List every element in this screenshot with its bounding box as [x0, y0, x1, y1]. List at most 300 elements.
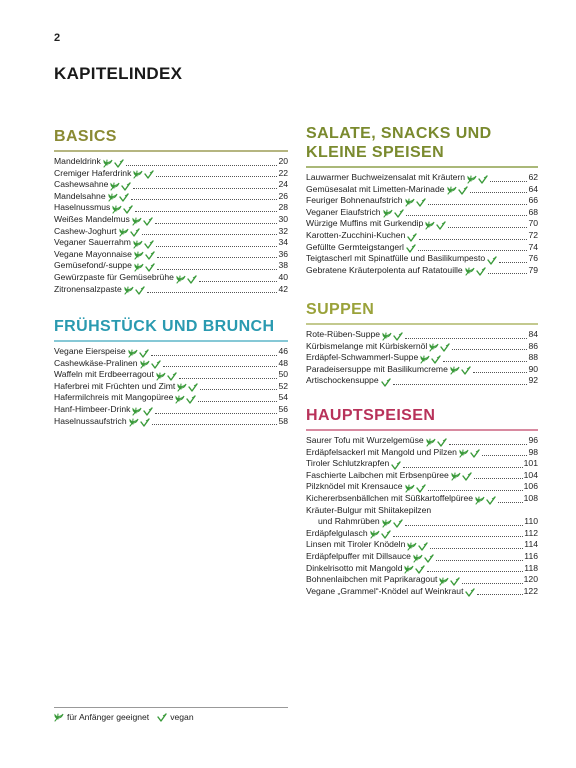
entry-icons	[175, 395, 197, 404]
leaf-sprout-icon	[383, 209, 393, 218]
check-leaf-icon	[123, 205, 133, 214]
entry-page-number: 116	[524, 550, 538, 561]
dot-leader	[152, 424, 278, 425]
entry-page-number: 32	[278, 225, 288, 236]
entry-icons	[156, 372, 178, 381]
dot-leader	[482, 455, 527, 456]
check-leaf-icon	[470, 449, 480, 458]
entry-title: Vegane Eierspeise	[54, 346, 126, 356]
check-leaf-icon	[431, 355, 441, 364]
dot-leader	[406, 215, 528, 216]
entry-title: Saurer Tofu mit Wurzelgemüse	[306, 435, 424, 445]
dot-leader	[393, 384, 528, 385]
check-leaf-icon	[143, 217, 153, 226]
dot-leader	[488, 273, 528, 274]
check-leaf-icon	[119, 193, 129, 202]
index-entry	[306, 253, 538, 265]
check-leaf-icon	[458, 186, 468, 195]
entry-icons	[405, 484, 427, 493]
entry-title: Faschierte Laibchen mit Erbsenpüree	[306, 469, 449, 480]
entry-icons	[110, 182, 132, 191]
entry-icons	[413, 554, 435, 563]
entry-title: Kürbismelange mit Kürbiskernöl	[306, 340, 428, 351]
index-entry	[54, 416, 288, 428]
check-leaf-icon	[140, 418, 150, 427]
leaf-sprout-icon	[439, 577, 449, 586]
dot-leader	[131, 199, 278, 200]
index-entry	[54, 358, 288, 370]
entry-title: Artischockensuppe	[306, 375, 379, 386]
check-leaf-icon	[157, 713, 167, 722]
leaf-sprout-icon	[175, 395, 185, 404]
section-salate	[306, 124, 538, 276]
section-fruehstueck	[54, 317, 288, 427]
entry-list-fruehstueck	[54, 346, 288, 427]
entry-title: Gebratene Kräuterpolenta auf Ratatouille	[306, 264, 463, 275]
dot-leader	[156, 246, 278, 247]
check-leaf-icon	[407, 233, 417, 242]
index-entry	[306, 528, 538, 540]
index-entry	[54, 249, 288, 261]
entry-icons	[439, 577, 461, 586]
entry-page-number: 106	[523, 481, 538, 492]
entry-page-number: 26	[278, 190, 288, 201]
entry-title: Cashewsahne	[54, 179, 109, 190]
check-leaf-icon	[381, 378, 391, 387]
section-basics	[54, 127, 288, 295]
entry-page-number: 92	[528, 375, 538, 386]
entry-list-suppen	[306, 329, 538, 387]
entry-title: Mandeldrink	[54, 156, 101, 166]
index-entry	[306, 493, 538, 505]
entry-icons	[177, 383, 199, 392]
entry-page-number: 54	[278, 392, 288, 403]
index-entry	[54, 272, 288, 284]
entry-page-number: 86	[528, 340, 538, 351]
entry-page-number: 46	[278, 346, 288, 356]
check-leaf-icon	[461, 366, 471, 375]
entry-icons	[429, 343, 451, 352]
dot-leader	[142, 234, 278, 235]
section-suppen	[306, 300, 538, 387]
entry-title: Karotten-Zucchini-Kuchen	[306, 229, 406, 240]
entry-icons	[119, 228, 141, 237]
entry-page-number: 79	[528, 264, 538, 275]
index-entry	[54, 156, 288, 168]
entry-page-number: 20	[278, 156, 288, 166]
leaf-sprout-icon	[177, 383, 187, 392]
entry-icons	[465, 267, 487, 276]
entry-title: Gemüsesalat mit Limetten-Marinade	[306, 183, 445, 194]
index-entry	[306, 516, 538, 528]
dot-leader	[418, 250, 528, 251]
dot-leader	[133, 188, 277, 189]
entry-page-number: 118	[524, 562, 538, 573]
entry-title: Erdäpfel-Schwammerl-Suppe	[306, 352, 419, 363]
leaf-sprout-icon	[129, 418, 139, 427]
entry-title: Pilzknödel mit Krensauce	[306, 481, 403, 492]
entry-title: Hafermilchreis mit Mangopüree	[54, 392, 174, 403]
entry-icons	[132, 217, 154, 226]
index-entry	[306, 230, 538, 242]
entry-list-salate	[306, 172, 538, 276]
legend-vegan-label: vegan	[170, 712, 194, 722]
check-leaf-icon	[135, 286, 145, 295]
index-entry	[306, 574, 538, 586]
index-entry	[306, 352, 538, 364]
entry-page-number: 98	[528, 446, 538, 457]
entry-icons	[487, 256, 498, 265]
check-leaf-icon	[144, 240, 154, 249]
index-entry	[54, 191, 288, 203]
index-entry	[54, 284, 288, 296]
entry-page-number: 38	[278, 260, 288, 271]
entry-page-number: 62	[528, 172, 538, 182]
section-title-fruehstueck: FRÜHSTÜCK UND BRUNCH	[54, 317, 288, 342]
index-entry	[306, 184, 538, 196]
entry-page-number: 108	[523, 492, 538, 503]
dot-leader	[393, 536, 524, 537]
leaf-sprout-icon	[429, 343, 439, 352]
dot-leader	[198, 401, 277, 402]
index-entry	[306, 481, 538, 493]
dot-leader	[449, 444, 528, 445]
entry-icons	[140, 360, 162, 369]
dot-leader	[448, 227, 527, 228]
leaf-sprout-icon	[140, 360, 150, 369]
section-title-salate-line1: SALATE, SNACKS UND	[306, 125, 492, 142]
dot-leader	[419, 239, 527, 240]
entry-title: Gewürzpaste für Gemüsebrühe	[54, 271, 174, 282]
entry-icons	[405, 198, 427, 207]
leaf-sprout-icon	[134, 251, 144, 260]
entry-title: und Rahmrüben	[318, 516, 380, 527]
leaf-sprout-icon	[459, 449, 469, 458]
check-leaf-icon	[436, 221, 446, 230]
entry-icons	[451, 472, 473, 481]
entry-title: Weißes Mandelmus	[54, 213, 130, 224]
index-entry	[54, 226, 288, 238]
leaf-sprout-icon	[405, 198, 415, 207]
section-title-hauptspeisen: HAUPTSPEISEN	[306, 406, 538, 431]
check-leaf-icon	[406, 244, 416, 253]
leaf-sprout-icon	[420, 355, 430, 364]
entry-page-number: 42	[278, 283, 288, 294]
leaf-sprout-icon	[382, 519, 392, 528]
entry-icons	[124, 286, 146, 295]
entry-page-number: 70	[528, 218, 538, 229]
entry-page-number: 22	[278, 167, 288, 178]
entry-title: Linsen mit Tiroler Knödeln	[306, 539, 406, 550]
leaf-sprout-icon	[108, 193, 118, 202]
entry-title: Cashew-Joghurt	[54, 225, 117, 236]
check-leaf-icon	[416, 198, 426, 207]
check-leaf-icon	[418, 542, 428, 551]
check-leaf-icon	[167, 372, 177, 381]
entry-title: Waffeln mit Erdbeerragout	[54, 369, 154, 380]
dot-leader	[462, 583, 522, 584]
entry-icons	[425, 221, 447, 230]
entry-icons	[128, 349, 150, 358]
section-title-suppen: SUPPEN	[306, 300, 538, 325]
dot-leader	[477, 594, 522, 595]
entry-icons	[467, 175, 489, 184]
leaf-sprout-icon	[450, 366, 460, 375]
entry-title: Cashewkäse-Pralinen	[54, 357, 138, 368]
entry-title: Kräuter-Bulgur mit Shiitakepilzen	[306, 504, 432, 515]
index-entry	[306, 329, 538, 341]
dot-leader	[499, 262, 527, 263]
leaf-sprout-icon	[465, 267, 475, 276]
index-entry	[306, 435, 538, 447]
index-entry	[306, 242, 538, 254]
index-entry	[306, 265, 538, 277]
entry-page-number: 30	[278, 213, 288, 224]
leaf-sprout-icon	[128, 349, 138, 358]
check-leaf-icon	[391, 461, 401, 470]
entry-page-number: 120	[523, 574, 538, 585]
leaf-sprout-icon	[426, 438, 436, 447]
entry-icons	[176, 275, 198, 284]
dot-leader	[452, 349, 527, 350]
index-entry	[54, 392, 288, 404]
entry-page-number: 112	[524, 527, 538, 538]
leaf-sprout-icon	[404, 565, 414, 574]
index-entry	[306, 551, 538, 563]
entry-icons	[108, 193, 130, 202]
dot-leader	[179, 378, 278, 379]
leaf-sprout-icon	[475, 496, 485, 505]
leaf-sprout-icon	[103, 159, 113, 168]
dot-leader	[430, 548, 523, 549]
entry-title: Würzige Muffins mit Gurkendip	[306, 218, 424, 229]
dot-leader	[200, 389, 277, 390]
entry-icons	[404, 565, 426, 574]
dot-leader	[155, 413, 277, 414]
entry-icons	[382, 332, 404, 341]
index-entry	[54, 214, 288, 226]
leaf-sprout-icon	[405, 484, 415, 493]
section-hauptspeisen	[306, 406, 538, 597]
check-leaf-icon	[121, 182, 131, 191]
check-leaf-icon	[487, 256, 497, 265]
index-entry	[306, 563, 538, 575]
dot-leader	[157, 269, 278, 270]
entry-page-number: 101	[523, 458, 538, 469]
check-leaf-icon	[465, 588, 475, 597]
entry-page-number: 28	[278, 202, 288, 213]
entry-title: Paradeisersuppe mit Basilikumcreme	[306, 363, 448, 374]
entry-page-number: 52	[278, 380, 288, 391]
check-leaf-icon	[440, 343, 450, 352]
entry-title: Haferbrei mit Früchten und Zimt	[54, 380, 176, 391]
dot-leader	[403, 467, 522, 468]
index-entry	[306, 447, 538, 459]
dot-leader	[470, 192, 528, 193]
check-leaf-icon	[394, 209, 404, 218]
leaf-sprout-icon	[124, 286, 134, 295]
entry-title: Erdäpfelpuffer mit Dillsauce	[306, 550, 411, 561]
dot-leader	[199, 281, 278, 282]
leaf-sprout-icon	[133, 170, 143, 179]
entry-page-number: 72	[528, 229, 538, 240]
check-leaf-icon	[144, 170, 154, 179]
dot-leader	[436, 560, 523, 561]
entry-icons	[475, 496, 497, 505]
entry-title: Tiroler Schlutzkrapfen	[306, 458, 390, 469]
page-title: KAPITELINDEX	[54, 64, 183, 83]
dot-leader	[443, 361, 527, 362]
check-leaf-icon	[415, 565, 425, 574]
dot-leader	[405, 338, 527, 339]
dot-leader	[473, 372, 528, 373]
check-leaf-icon	[486, 496, 496, 505]
dot-leader	[498, 502, 523, 503]
entry-icons	[426, 438, 448, 447]
check-leaf-icon	[424, 554, 434, 563]
index-entry	[306, 218, 538, 230]
check-leaf-icon	[476, 267, 486, 276]
entry-icons	[370, 530, 392, 539]
dot-leader	[126, 165, 278, 166]
dot-leader	[157, 257, 278, 258]
check-leaf-icon	[393, 519, 403, 528]
entry-icons	[112, 205, 134, 214]
entry-title: Lauwarmer Buchweizensalat mit Kräutern	[306, 172, 466, 182]
index-entry	[54, 237, 288, 249]
entry-title: Bohnenlaibchen mit Paprikaragout	[306, 574, 438, 585]
index-entry	[54, 168, 288, 180]
index-entry	[306, 172, 538, 184]
check-leaf-icon	[381, 530, 391, 539]
index-entry	[306, 364, 538, 376]
entry-page-number: 40	[278, 271, 288, 282]
entry-title: Vegane „Grammel“-Knödel auf Weinkraut	[306, 585, 464, 596]
leaf-sprout-icon	[425, 221, 435, 230]
entry-page-number: 68	[528, 206, 538, 217]
dot-leader	[135, 211, 277, 212]
check-leaf-icon	[437, 438, 447, 447]
check-leaf-icon	[462, 472, 472, 481]
check-leaf-icon	[143, 407, 153, 416]
legend	[54, 712, 202, 722]
entry-page-number: 34	[278, 237, 288, 248]
entry-page-number: 114	[524, 539, 538, 550]
index-entry	[306, 341, 538, 353]
entry-icons	[407, 233, 418, 242]
entry-page-number: 56	[278, 403, 288, 414]
entry-icons	[134, 251, 156, 260]
index-entry	[306, 539, 538, 551]
check-leaf-icon	[145, 263, 155, 272]
index-entry	[54, 369, 288, 381]
index-entry	[54, 381, 288, 393]
leaf-sprout-icon	[119, 228, 129, 237]
index-entry	[54, 346, 288, 358]
leaf-sprout-icon	[467, 175, 477, 184]
index-entry	[306, 586, 538, 598]
entry-icons	[382, 519, 404, 528]
entry-icons	[407, 542, 429, 551]
entry-title: Dinkelrisotto mit Mangold	[306, 562, 403, 573]
index-entry	[54, 404, 288, 416]
entry-icons	[133, 240, 155, 249]
leaf-sprout-icon	[133, 240, 143, 249]
index-entry	[306, 207, 538, 219]
index-entry	[54, 179, 288, 191]
entry-icons	[459, 449, 481, 458]
dot-leader	[147, 292, 278, 293]
check-leaf-icon	[393, 332, 403, 341]
leaf-sprout-icon	[132, 217, 142, 226]
page-number: 2	[54, 32, 61, 44]
dot-leader	[155, 223, 278, 224]
leaf-sprout-icon	[134, 263, 144, 272]
dot-leader	[151, 355, 278, 356]
entry-page-number: 58	[278, 415, 288, 426]
check-leaf-icon	[114, 159, 124, 168]
entry-title: Haselnussaufstrich	[54, 415, 127, 426]
entry-title: Feuriger Bohnenaufstrich	[306, 195, 403, 206]
index-entry	[54, 202, 288, 214]
entry-page-number: 88	[528, 352, 538, 363]
entry-title: Haselnussmus	[54, 202, 111, 213]
entry-page-number: 84	[528, 329, 538, 339]
entry-page-number: 76	[528, 253, 538, 264]
entry-page-number: 104	[523, 469, 538, 480]
index-entry	[306, 470, 538, 482]
entry-icons	[406, 244, 417, 253]
leaf-sprout-icon	[176, 275, 186, 284]
check-leaf-icon	[130, 228, 140, 237]
entry-title: Gefüllte Germteigstangerl	[306, 241, 404, 252]
leaf-sprout-icon	[112, 205, 122, 214]
check-leaf-icon	[450, 577, 460, 586]
dot-leader	[156, 176, 277, 177]
footer-divider	[54, 707, 288, 708]
leaf-sprout-icon	[451, 472, 461, 481]
section-title-basics: BASICS	[54, 127, 288, 152]
entry-icons	[132, 407, 154, 416]
leaf-sprout-icon	[156, 372, 166, 381]
entry-page-number: 90	[528, 363, 538, 374]
entry-icons	[383, 209, 405, 218]
entry-title: Erdäpfelgulasch	[306, 527, 368, 538]
check-leaf-icon	[139, 349, 149, 358]
entry-title: Veganer Eiaufstrich	[306, 206, 381, 217]
legend-beginner-label: für Anfänger geeignet	[67, 712, 150, 722]
entry-icons	[447, 186, 469, 195]
entry-title: Vegane Mayonnaise	[54, 248, 132, 259]
dot-leader	[474, 478, 523, 479]
dot-leader	[427, 571, 523, 572]
entry-title: Kichererbsenbällchen mit Süßkartoffelpüree	[306, 492, 474, 503]
entry-icons	[465, 588, 476, 597]
entry-icons	[133, 170, 155, 179]
leaf-sprout-icon	[110, 182, 120, 191]
entry-page-number: 74	[528, 241, 538, 252]
entry-page-number: 96	[528, 435, 538, 445]
dot-leader	[428, 204, 528, 205]
entry-page-number: 122	[523, 585, 538, 596]
leaf-sprout-icon	[447, 186, 457, 195]
dot-leader	[490, 181, 527, 182]
entry-page-number: 48	[278, 357, 288, 368]
dot-leader	[405, 525, 524, 526]
entry-icons	[134, 263, 156, 272]
entry-title: Rote-Rüben-Suppe	[306, 329, 381, 339]
index-entry	[306, 458, 538, 470]
